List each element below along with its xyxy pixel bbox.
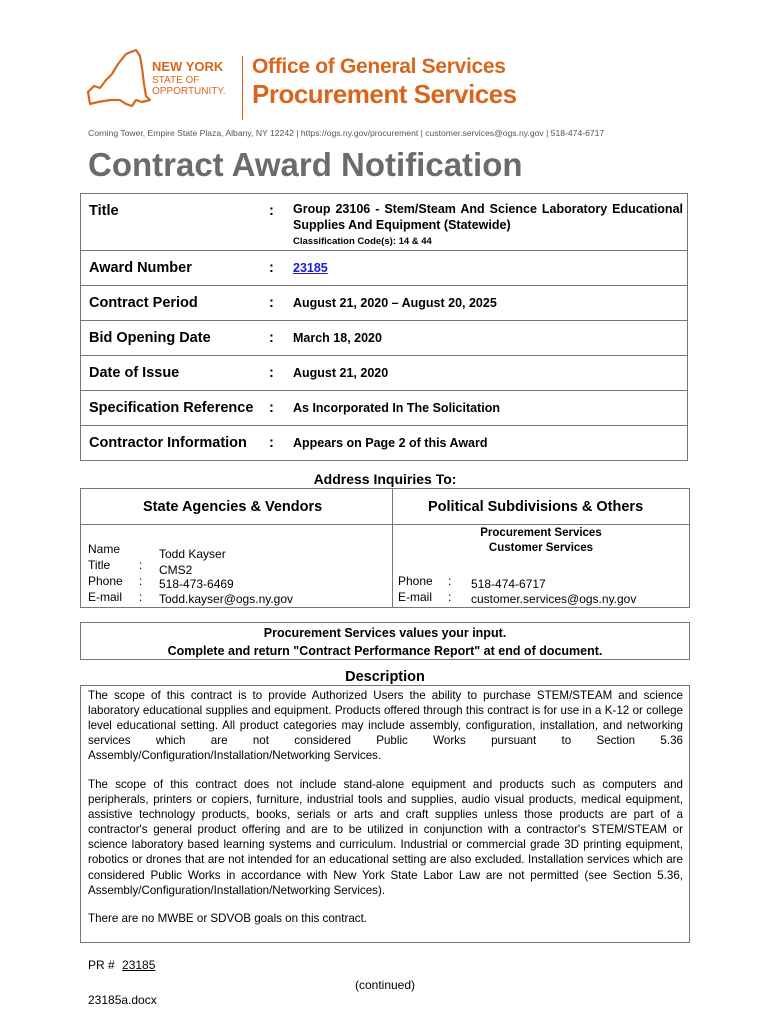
field-value: August 21, 2020 xyxy=(293,366,389,380)
org-name: Office of General Services xyxy=(252,55,506,78)
field-label: Contractor Information xyxy=(89,435,247,451)
colon: : xyxy=(269,260,274,276)
colon: : xyxy=(139,558,143,572)
customer-services-email[interactable]: customer.services@ogs.ny.gov xyxy=(471,592,637,606)
field-value: August 21, 2020 – August 20, 2025 xyxy=(293,296,497,310)
ny-tagline: STATE OF OPPORTUNITY. xyxy=(152,75,226,97)
procurement-services-block: Procurement Services Customer Services xyxy=(480,527,602,554)
row-title xyxy=(80,193,688,250)
description-heading: Description xyxy=(345,669,425,685)
contact-title: CMS2 xyxy=(159,563,193,577)
feedback-line-2: Complete and return "Contract Performance Report" at end of document. xyxy=(167,644,603,658)
pr-label: PR # xyxy=(88,958,115,972)
description-paragraph-3: There are no MWBE or SDVOB goals on this contract. xyxy=(88,912,368,925)
contact-name: Todd Kayser xyxy=(159,547,226,561)
field-value: As Incorporated In The Solicitation xyxy=(293,401,500,415)
email-label: E-mail xyxy=(398,590,433,604)
field-label: Bid Opening Date xyxy=(89,330,211,346)
email-label: E-mail xyxy=(88,590,123,604)
field-label: Contract Period xyxy=(89,295,198,311)
continued-note: (continued) xyxy=(354,978,416,992)
document-filename: 23185a.docx xyxy=(88,993,157,1007)
colon: : xyxy=(139,590,143,604)
award-fields-table xyxy=(80,193,688,461)
field-label: Award Number xyxy=(89,260,192,276)
row-specification-reference xyxy=(80,390,688,425)
page-title: Contract Award Notification xyxy=(88,146,523,183)
colon: : xyxy=(448,574,452,588)
field-label: Date of Issue xyxy=(89,365,180,381)
contact-phone: 518-473-6469 xyxy=(159,577,234,591)
colon: : xyxy=(139,574,143,588)
field-label: Title xyxy=(89,203,119,219)
row-award-number xyxy=(80,250,688,285)
classification-code: Classification Code(s): 14 & 44 xyxy=(293,236,432,247)
colon: : xyxy=(269,203,274,219)
description-paragraph-1: The scope of this contract is to provide Authorized Users the ability to purchase STEM/STEAM and science laboratory educational supplies and equipment. Products offered through this contract is for use in a K-12 or college level educational setting. All product categories may include assembly, configuration, installation, and networking services which are not considered Public Works pursuant to Section 5.36 Assembly/Configuration/Installation/Networking Services. xyxy=(88,689,683,763)
field-value: Appears on Page 2 of this Award xyxy=(293,436,488,450)
pr-value: 23185 xyxy=(122,958,156,972)
feedback-notice xyxy=(80,622,690,660)
colon: : xyxy=(269,400,274,416)
colon: : xyxy=(269,435,274,451)
inquiries-box xyxy=(80,488,690,608)
description-box xyxy=(80,685,690,943)
field-value-title: Group 23106 - Stem/Steam And Science Laboratory Educational Supplies And Equipment (Statewide) xyxy=(293,202,683,232)
field-label: Specification Reference xyxy=(89,400,254,416)
phone-label: Phone xyxy=(398,574,433,588)
customer-services-phone: 518-474-6717 xyxy=(471,577,546,591)
inquiries-heading: Address Inquiries To: xyxy=(313,471,457,487)
phone-label: Phone xyxy=(88,574,123,588)
org-division: Procurement Services xyxy=(252,79,517,109)
row-bid-opening-date xyxy=(80,320,688,355)
header-divider xyxy=(81,524,689,525)
colon: : xyxy=(269,330,274,346)
contact-address: Corning Tower, Empire State Plaza, Albany, NY 12242 | https://ogs.ny.gov/procurement | customer.services@ogs.ny.gov | 518-474-6717 xyxy=(88,128,605,138)
colon: : xyxy=(448,590,452,604)
row-date-of-issue xyxy=(80,355,688,390)
description-paragraph-2: The scope of this contract does not include stand-alone equipment and products such as computers and peripherals, printers or copiers, furniture, industrial tools and supplies, audio visual products, medical equipment, assistive technology products, books, serials or arts and craft supplies unless those products are part of a contractor's general product offering and are to be utilized in conjunction with a contractor's STEM/STEAM or science laboratory based learning systems and curriculum. Industrial or commercial grade 3D printing equipment, robotics or drones that are not intended for an educational setting are also excluded. Installation services which are considered Public Works in accordance with New York State Labor Law are not permitted (see Section 5.36, Assembly/Configuration/Installation/Networking Services). xyxy=(88,778,683,897)
contact-email[interactable]: Todd.kayser@ogs.ny.gov xyxy=(159,592,294,606)
colon: : xyxy=(269,295,274,311)
political-subdivisions-header: Political Subdivisions & Others xyxy=(428,499,644,515)
row-contractor-information xyxy=(80,425,688,461)
name-label: Name xyxy=(88,542,121,556)
logo-divider xyxy=(242,56,243,120)
new-york-state-map-icon xyxy=(80,44,160,114)
feedback-line-1: Procurement Services values your input. xyxy=(263,626,507,640)
field-value: March 18, 2020 xyxy=(293,331,382,345)
row-contract-period xyxy=(80,285,688,320)
ny-wordmark: NEW YORK xyxy=(152,59,224,74)
award-number-link[interactable]: 23185 xyxy=(293,261,328,275)
colon: : xyxy=(269,365,274,381)
pr-number xyxy=(88,958,165,972)
state-agencies-header: State Agencies & Vendors xyxy=(143,499,323,515)
title-label: Title xyxy=(88,558,111,572)
